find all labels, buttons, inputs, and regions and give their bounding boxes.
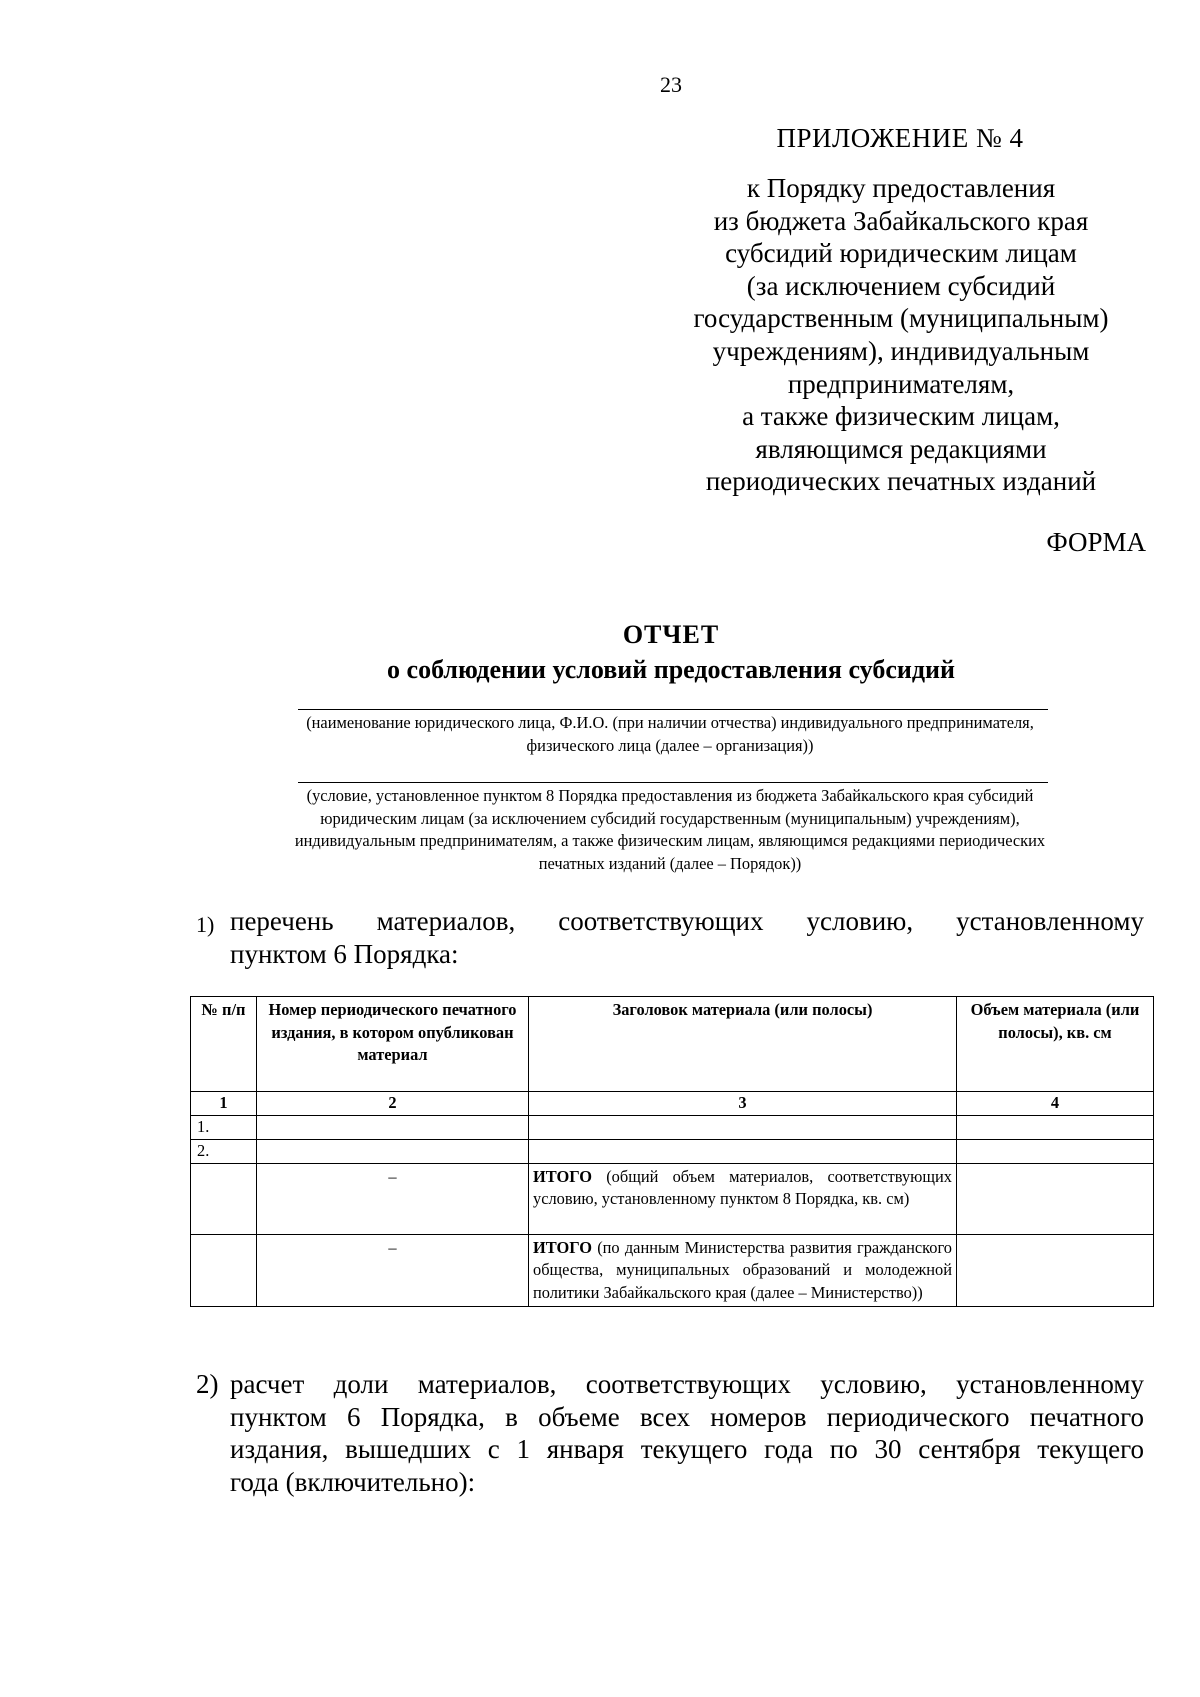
total-row bbox=[191, 1163, 1154, 1234]
total-label: ИТОГО bbox=[533, 1166, 592, 1186]
total-label: ИТОГО bbox=[533, 1237, 592, 1257]
appendix-reference-line: государственным (муниципальным) bbox=[693, 303, 1109, 334]
table-row bbox=[191, 1139, 1154, 1163]
column-header: Заголовок материала (или полосы) bbox=[529, 997, 957, 1092]
title-cell[interactable] bbox=[529, 1115, 957, 1139]
item-text-line: пунктом 6 Порядка, в объеме всех номеров периодического печатного bbox=[230, 1401, 1144, 1432]
condition-fill-line[interactable] bbox=[298, 782, 1048, 783]
appendix-reference-line: а также физическим лицам, bbox=[742, 401, 1060, 432]
item-text-line: года (включительно): bbox=[230, 1466, 476, 1497]
appendix-number: ПРИЛОЖЕНИЕ № 4 bbox=[776, 123, 1024, 153]
row-number: 1. bbox=[191, 1115, 257, 1139]
caption-line: (условие, установленное пунктом 8 Порядка предоставления из бюджета Забайкальского края субсидий bbox=[306, 786, 1034, 805]
page-number: 23 bbox=[660, 72, 682, 97]
column-number: 1 bbox=[191, 1092, 257, 1116]
report-title: ОТЧЕТ bbox=[622, 620, 720, 649]
appendix-reference-line: предпринимателям, bbox=[787, 368, 1015, 399]
appendix-reference-line: периодических печатных изданий bbox=[705, 466, 1097, 497]
empty-cell bbox=[191, 1234, 257, 1307]
dash-cell: – bbox=[257, 1234, 529, 1307]
condition-caption bbox=[205, 785, 1135, 875]
dash-cell: – bbox=[257, 1163, 529, 1234]
caption-line: физического лица (далее – организация)) bbox=[526, 735, 814, 755]
total-text: (общий объем материалов, соответствующих условию, установленному пунктом 8 Порядка, кв. см) bbox=[533, 1166, 952, 1208]
column-number: 3 bbox=[529, 1092, 957, 1116]
column-header: № п/п bbox=[191, 997, 257, 1092]
total-description bbox=[529, 1163, 957, 1234]
appendix-reference-line: к Порядку предоставления bbox=[746, 173, 1056, 203]
organization-fill-line[interactable] bbox=[298, 709, 1048, 710]
item-number: 2) bbox=[196, 1369, 219, 1399]
appendix-reference-line: из бюджета Забайкальского края bbox=[713, 205, 1089, 236]
total-text: (по данным Министерства развития гражданского общества, муниципальных образований и молодежной политики Забайкальского края (далее – Министерство)) bbox=[533, 1237, 952, 1302]
empty-cell bbox=[191, 1163, 257, 1234]
column-header: Объем материала (или полосы), кв. см bbox=[957, 997, 1154, 1092]
total-row bbox=[191, 1234, 1154, 1307]
item-text-line: перечень материалов, соответствующих условию, установленному bbox=[230, 906, 1144, 936]
issue-cell[interactable] bbox=[257, 1115, 529, 1139]
caption-line: индивидуальным предпринимателям, а также физическим лицам, являющимся редакциями периодических bbox=[294, 831, 1046, 850]
caption-line: юридическим лицам (за исключением субсидий государственным (муниципальным) учреждениям), bbox=[320, 808, 1020, 828]
appendix-reference bbox=[660, 172, 1142, 498]
form-label: ФОРМА bbox=[1046, 527, 1146, 557]
appendix-reference-line: являющимся редакциями bbox=[755, 433, 1047, 464]
appendix-reference-line: (за исключением субсидий bbox=[746, 270, 1056, 301]
item-text-line: издания, вышедших с 1 января текущего года по 30 сентября текущего bbox=[230, 1434, 1144, 1464]
volume-cell[interactable] bbox=[957, 1139, 1154, 1163]
appendix-reference-line: субсидий юридическим лицам bbox=[725, 238, 1077, 269]
total-volume-cell[interactable] bbox=[957, 1234, 1154, 1307]
column-header: Номер периодического печатного издания, в котором опубликован материал bbox=[257, 997, 529, 1092]
report-subtitle: о соблюдении условий предоставления субсидий bbox=[387, 655, 955, 684]
caption-line: печатных изданий (далее – Порядок)) bbox=[538, 853, 802, 873]
row-number: 2. bbox=[191, 1139, 257, 1163]
item-number: 1) bbox=[196, 912, 215, 937]
title-cell[interactable] bbox=[529, 1139, 957, 1163]
column-number: 2 bbox=[257, 1092, 529, 1116]
total-description bbox=[529, 1234, 957, 1307]
item-text-line: пунктом 6 Порядка: bbox=[230, 938, 459, 969]
column-number: 4 bbox=[957, 1092, 1154, 1116]
materials-table bbox=[190, 996, 1154, 1307]
appendix-reference-line: учреждениям), индивидуальным bbox=[712, 335, 1090, 366]
caption-line: (наименование юридического лица, Ф.И.О. (при наличии отчества) индивидуального предпринимателя, bbox=[306, 713, 1034, 732]
volume-cell[interactable] bbox=[957, 1115, 1154, 1139]
column-number-row bbox=[191, 1092, 1154, 1116]
item-text-line: расчет доли материалов, соответствующих условию, установленному bbox=[230, 1369, 1144, 1399]
issue-cell[interactable] bbox=[257, 1139, 529, 1163]
table-row bbox=[191, 1115, 1154, 1139]
organization-caption bbox=[205, 712, 1135, 757]
table-header-row bbox=[191, 997, 1154, 1092]
total-volume-cell[interactable] bbox=[957, 1163, 1154, 1234]
